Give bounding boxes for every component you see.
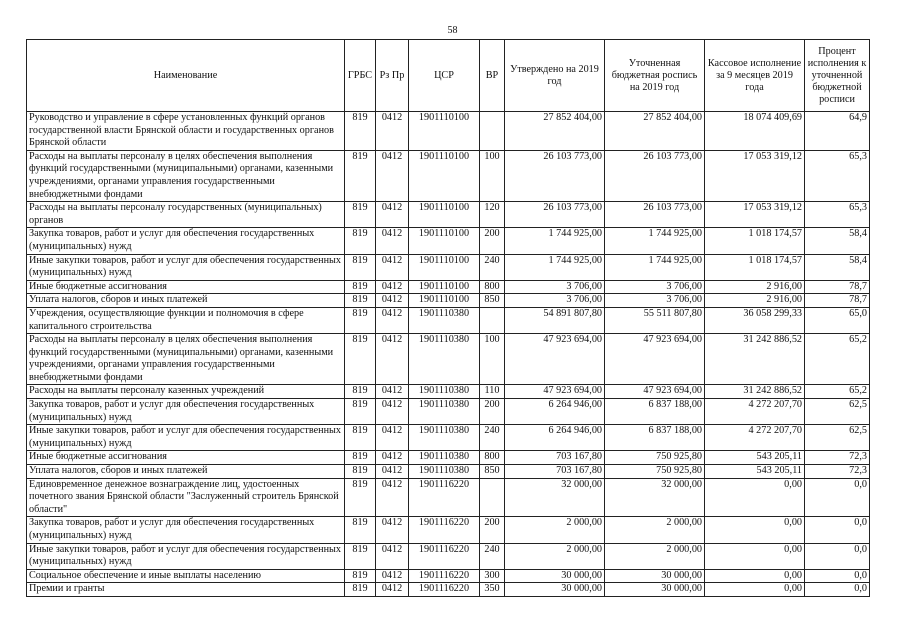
row-vr <box>480 478 505 517</box>
row-approved: 30 000,00 <box>505 583 605 597</box>
row-cash: 2 916,00 <box>705 280 805 294</box>
row-approved: 3 706,00 <box>505 294 605 308</box>
row-revised: 750 925,80 <box>605 465 705 479</box>
row-revised: 3 706,00 <box>605 294 705 308</box>
row-name: Расходы на выплаты персоналу в целях обеспечения выполнения функций государственными (муниципальными) органами, казенными учреждениями, органами управления государственными внебюджетными фондами <box>27 150 345 201</box>
row-name: Премии и гранты <box>27 583 345 597</box>
table-row <box>27 543 870 569</box>
row-csr: 1901110380 <box>409 425 480 451</box>
row-approved: 30 000,00 <box>505 569 605 583</box>
table-row <box>27 280 870 294</box>
row-name: Иные закупки товаров, работ и услуг для обеспечения государственных (муниципальных) нужд <box>27 543 345 569</box>
row-cash: 36 058 299,33 <box>705 307 805 333</box>
row-revised: 47 923 694,00 <box>605 334 705 385</box>
row-rz-pr: 0412 <box>376 228 409 254</box>
row-percent: 62,5 <box>805 399 870 425</box>
row-vr: 200 <box>480 399 505 425</box>
row-percent: 65,2 <box>805 385 870 399</box>
row-cash: 17 053 319,12 <box>705 150 805 201</box>
row-name: Расходы на выплаты персоналу государственных (муниципальных) органов <box>27 202 345 228</box>
row-rz-pr: 0412 <box>376 112 409 151</box>
row-cash: 4 272 207,70 <box>705 425 805 451</box>
row-approved: 27 852 404,00 <box>505 112 605 151</box>
row-vr: 100 <box>480 334 505 385</box>
row-revised: 3 706,00 <box>605 280 705 294</box>
row-cash: 31 242 886,52 <box>705 334 805 385</box>
row-cash: 0,00 <box>705 478 805 517</box>
row-grbs: 819 <box>345 451 376 465</box>
row-revised: 1 744 925,00 <box>605 228 705 254</box>
row-percent: 72,3 <box>805 451 870 465</box>
row-vr: 200 <box>480 517 505 543</box>
row-percent: 0,0 <box>805 543 870 569</box>
row-revised: 1 744 925,00 <box>605 254 705 280</box>
row-approved: 2 000,00 <box>505 543 605 569</box>
row-cash: 0,00 <box>705 517 805 543</box>
row-approved: 1 744 925,00 <box>505 254 605 280</box>
row-approved: 1 744 925,00 <box>505 228 605 254</box>
row-percent: 64,9 <box>805 112 870 151</box>
table-row <box>27 569 870 583</box>
row-csr: 1901110100 <box>409 280 480 294</box>
row-name: Закупка товаров, работ и услуг для обеспечения государственных (муниципальных) нужд <box>27 399 345 425</box>
row-cash: 543 205,11 <box>705 451 805 465</box>
row-grbs: 819 <box>345 399 376 425</box>
table-row <box>27 202 870 228</box>
row-percent: 78,7 <box>805 280 870 294</box>
row-cash: 1 018 174,57 <box>705 228 805 254</box>
row-vr: 110 <box>480 385 505 399</box>
row-csr: 1901110380 <box>409 334 480 385</box>
row-percent: 65,0 <box>805 307 870 333</box>
row-cash: 4 272 207,70 <box>705 399 805 425</box>
row-grbs: 819 <box>345 280 376 294</box>
row-name: Социальное обеспечение и иные выплаты населению <box>27 569 345 583</box>
row-grbs: 819 <box>345 583 376 597</box>
row-percent: 65,2 <box>805 334 870 385</box>
row-revised: 47 923 694,00 <box>605 385 705 399</box>
row-grbs: 819 <box>345 425 376 451</box>
row-name: Расходы на выплаты персоналу казенных учреждений <box>27 385 345 399</box>
row-revised: 26 103 773,00 <box>605 202 705 228</box>
row-vr: 300 <box>480 569 505 583</box>
row-cash: 0,00 <box>705 569 805 583</box>
row-rz-pr: 0412 <box>376 150 409 201</box>
row-vr: 850 <box>480 465 505 479</box>
row-revised: 6 837 188,00 <box>605 399 705 425</box>
row-percent: 0,0 <box>805 478 870 517</box>
row-csr: 1901110380 <box>409 465 480 479</box>
header-revised: Уточненная бюджетная роспись на 2019 год <box>605 40 705 112</box>
row-approved: 47 923 694,00 <box>505 385 605 399</box>
row-vr: 350 <box>480 583 505 597</box>
row-revised: 55 511 807,80 <box>605 307 705 333</box>
row-name: Иные бюджетные ассигнования <box>27 280 345 294</box>
row-vr: 800 <box>480 280 505 294</box>
row-csr: 1901110380 <box>409 385 480 399</box>
row-name: Учреждения, осуществляющие функции и полномочия в сфере капитального строительства <box>27 307 345 333</box>
row-percent: 0,0 <box>805 583 870 597</box>
row-percent: 72,3 <box>805 465 870 479</box>
header-vr: ВР <box>480 40 505 112</box>
header-approved: Утверждено на 2019 год <box>505 40 605 112</box>
row-cash: 31 242 886,52 <box>705 385 805 399</box>
header-grbs: ГРБС <box>345 40 376 112</box>
table-row <box>27 583 870 597</box>
row-name: Расходы на выплаты персоналу в целях обеспечения выполнения функций государственными (муниципальными) органами, казенными учреждениями, органами управления государственными внебюджетными фондами <box>27 334 345 385</box>
row-rz-pr: 0412 <box>376 385 409 399</box>
header-name: Наименование <box>27 40 345 112</box>
row-percent: 65,3 <box>805 202 870 228</box>
row-vr: 100 <box>480 150 505 201</box>
row-grbs: 819 <box>345 307 376 333</box>
header-cash: Кассовое исполнение за 9 месяцев 2019 года <box>705 40 805 112</box>
header-percent: Процент исполнения к уточненной бюджетной росписи <box>805 40 870 112</box>
row-cash: 0,00 <box>705 543 805 569</box>
row-rz-pr: 0412 <box>376 543 409 569</box>
row-rz-pr: 0412 <box>376 280 409 294</box>
row-csr: 1901110380 <box>409 307 480 333</box>
row-approved: 6 264 946,00 <box>505 425 605 451</box>
row-percent: 65,3 <box>805 150 870 201</box>
row-grbs: 819 <box>345 150 376 201</box>
row-rz-pr: 0412 <box>376 202 409 228</box>
table-row <box>27 334 870 385</box>
row-grbs: 819 <box>345 569 376 583</box>
row-vr: 200 <box>480 228 505 254</box>
row-rz-pr: 0412 <box>376 399 409 425</box>
row-grbs: 819 <box>345 334 376 385</box>
row-cash: 1 018 174,57 <box>705 254 805 280</box>
row-revised: 750 925,80 <box>605 451 705 465</box>
row-vr <box>480 112 505 151</box>
table-body <box>27 112 870 597</box>
row-rz-pr: 0412 <box>376 294 409 308</box>
row-cash: 17 053 319,12 <box>705 202 805 228</box>
table-row <box>27 150 870 201</box>
row-revised: 30 000,00 <box>605 569 705 583</box>
row-csr: 1901116220 <box>409 569 480 583</box>
row-approved: 703 167,80 <box>505 451 605 465</box>
row-approved: 2 000,00 <box>505 517 605 543</box>
header-csr: ЦСР <box>409 40 480 112</box>
row-rz-pr: 0412 <box>376 425 409 451</box>
table-row <box>27 517 870 543</box>
row-csr: 1901110100 <box>409 294 480 308</box>
row-csr: 1901116220 <box>409 543 480 569</box>
row-revised: 27 852 404,00 <box>605 112 705 151</box>
row-name: Иные закупки товаров, работ и услуг для обеспечения государственных (муниципальных) нужд <box>27 425 345 451</box>
row-csr: 1901110380 <box>409 399 480 425</box>
table-row <box>27 228 870 254</box>
row-csr: 1901110100 <box>409 112 480 151</box>
row-csr: 1901110380 <box>409 451 480 465</box>
row-name: Единовременное денежное вознаграждение лиц, удостоенных почетного звания Брянской области "Заслуженный строитель Брянской области" <box>27 478 345 517</box>
row-approved: 26 103 773,00 <box>505 150 605 201</box>
row-vr: 850 <box>480 294 505 308</box>
row-csr: 1901110100 <box>409 254 480 280</box>
row-percent: 0,0 <box>805 517 870 543</box>
row-csr: 1901116220 <box>409 517 480 543</box>
budget-execution-table <box>26 39 870 597</box>
row-approved: 54 891 807,80 <box>505 307 605 333</box>
row-rz-pr: 0412 <box>376 334 409 385</box>
page-number: 58 <box>447 25 458 36</box>
row-revised: 6 837 188,00 <box>605 425 705 451</box>
row-cash: 0,00 <box>705 583 805 597</box>
row-revised: 2 000,00 <box>605 543 705 569</box>
row-name: Уплата налогов, сборов и иных платежей <box>27 465 345 479</box>
row-approved: 26 103 773,00 <box>505 202 605 228</box>
row-approved: 6 264 946,00 <box>505 399 605 425</box>
table-row <box>27 294 870 308</box>
row-cash: 543 205,11 <box>705 465 805 479</box>
row-grbs: 819 <box>345 254 376 280</box>
row-revised: 2 000,00 <box>605 517 705 543</box>
row-rz-pr: 0412 <box>376 465 409 479</box>
row-cash: 18 074 409,69 <box>705 112 805 151</box>
table-row <box>27 254 870 280</box>
row-name: Закупка товаров, работ и услуг для обеспечения государственных (муниципальных) нужд <box>27 517 345 543</box>
row-name: Руководство и управление в сфере установленных функций органов государственной власти Брянской области и государственных органов Брянской области <box>27 112 345 151</box>
row-approved: 47 923 694,00 <box>505 334 605 385</box>
row-percent: 78,7 <box>805 294 870 308</box>
table-row <box>27 451 870 465</box>
row-name: Уплата налогов, сборов и иных платежей <box>27 294 345 308</box>
row-cash: 2 916,00 <box>705 294 805 308</box>
row-vr: 120 <box>480 202 505 228</box>
row-revised: 26 103 773,00 <box>605 150 705 201</box>
row-csr: 1901116220 <box>409 583 480 597</box>
row-approved: 32 000,00 <box>505 478 605 517</box>
table-row <box>27 399 870 425</box>
row-percent: 0,0 <box>805 569 870 583</box>
row-rz-pr: 0412 <box>376 254 409 280</box>
row-rz-pr: 0412 <box>376 569 409 583</box>
row-rz-pr: 0412 <box>376 517 409 543</box>
row-approved: 703 167,80 <box>505 465 605 479</box>
row-csr: 1901116220 <box>409 478 480 517</box>
table-row <box>27 385 870 399</box>
row-rz-pr: 0412 <box>376 583 409 597</box>
row-grbs: 819 <box>345 202 376 228</box>
row-vr: 800 <box>480 451 505 465</box>
row-grbs: 819 <box>345 465 376 479</box>
row-grbs: 819 <box>345 543 376 569</box>
table-row <box>27 425 870 451</box>
row-name: Иные бюджетные ассигнования <box>27 451 345 465</box>
row-revised: 30 000,00 <box>605 583 705 597</box>
row-grbs: 819 <box>345 112 376 151</box>
row-csr: 1901110100 <box>409 228 480 254</box>
table-row <box>27 465 870 479</box>
row-percent: 58,4 <box>805 254 870 280</box>
row-grbs: 819 <box>345 294 376 308</box>
row-name: Закупка товаров, работ и услуг для обеспечения государственных (муниципальных) нужд <box>27 228 345 254</box>
row-vr: 240 <box>480 425 505 451</box>
row-percent: 58,4 <box>805 228 870 254</box>
row-percent: 62,5 <box>805 425 870 451</box>
row-grbs: 819 <box>345 228 376 254</box>
row-vr: 240 <box>480 254 505 280</box>
row-grbs: 819 <box>345 478 376 517</box>
table-row <box>27 112 870 151</box>
table-header-row <box>27 40 870 112</box>
row-rz-pr: 0412 <box>376 307 409 333</box>
row-revised: 32 000,00 <box>605 478 705 517</box>
row-grbs: 819 <box>345 385 376 399</box>
row-csr: 1901110100 <box>409 202 480 228</box>
row-grbs: 819 <box>345 517 376 543</box>
row-rz-pr: 0412 <box>376 478 409 517</box>
row-vr <box>480 307 505 333</box>
row-rz-pr: 0412 <box>376 451 409 465</box>
row-vr: 240 <box>480 543 505 569</box>
table-row <box>27 307 870 333</box>
header-rz-pr: Рз Пр <box>376 40 409 112</box>
table-row <box>27 478 870 517</box>
row-csr: 1901110100 <box>409 150 480 201</box>
row-name: Иные закупки товаров, работ и услуг для обеспечения государственных (муниципальных) нужд <box>27 254 345 280</box>
row-approved: 3 706,00 <box>505 280 605 294</box>
